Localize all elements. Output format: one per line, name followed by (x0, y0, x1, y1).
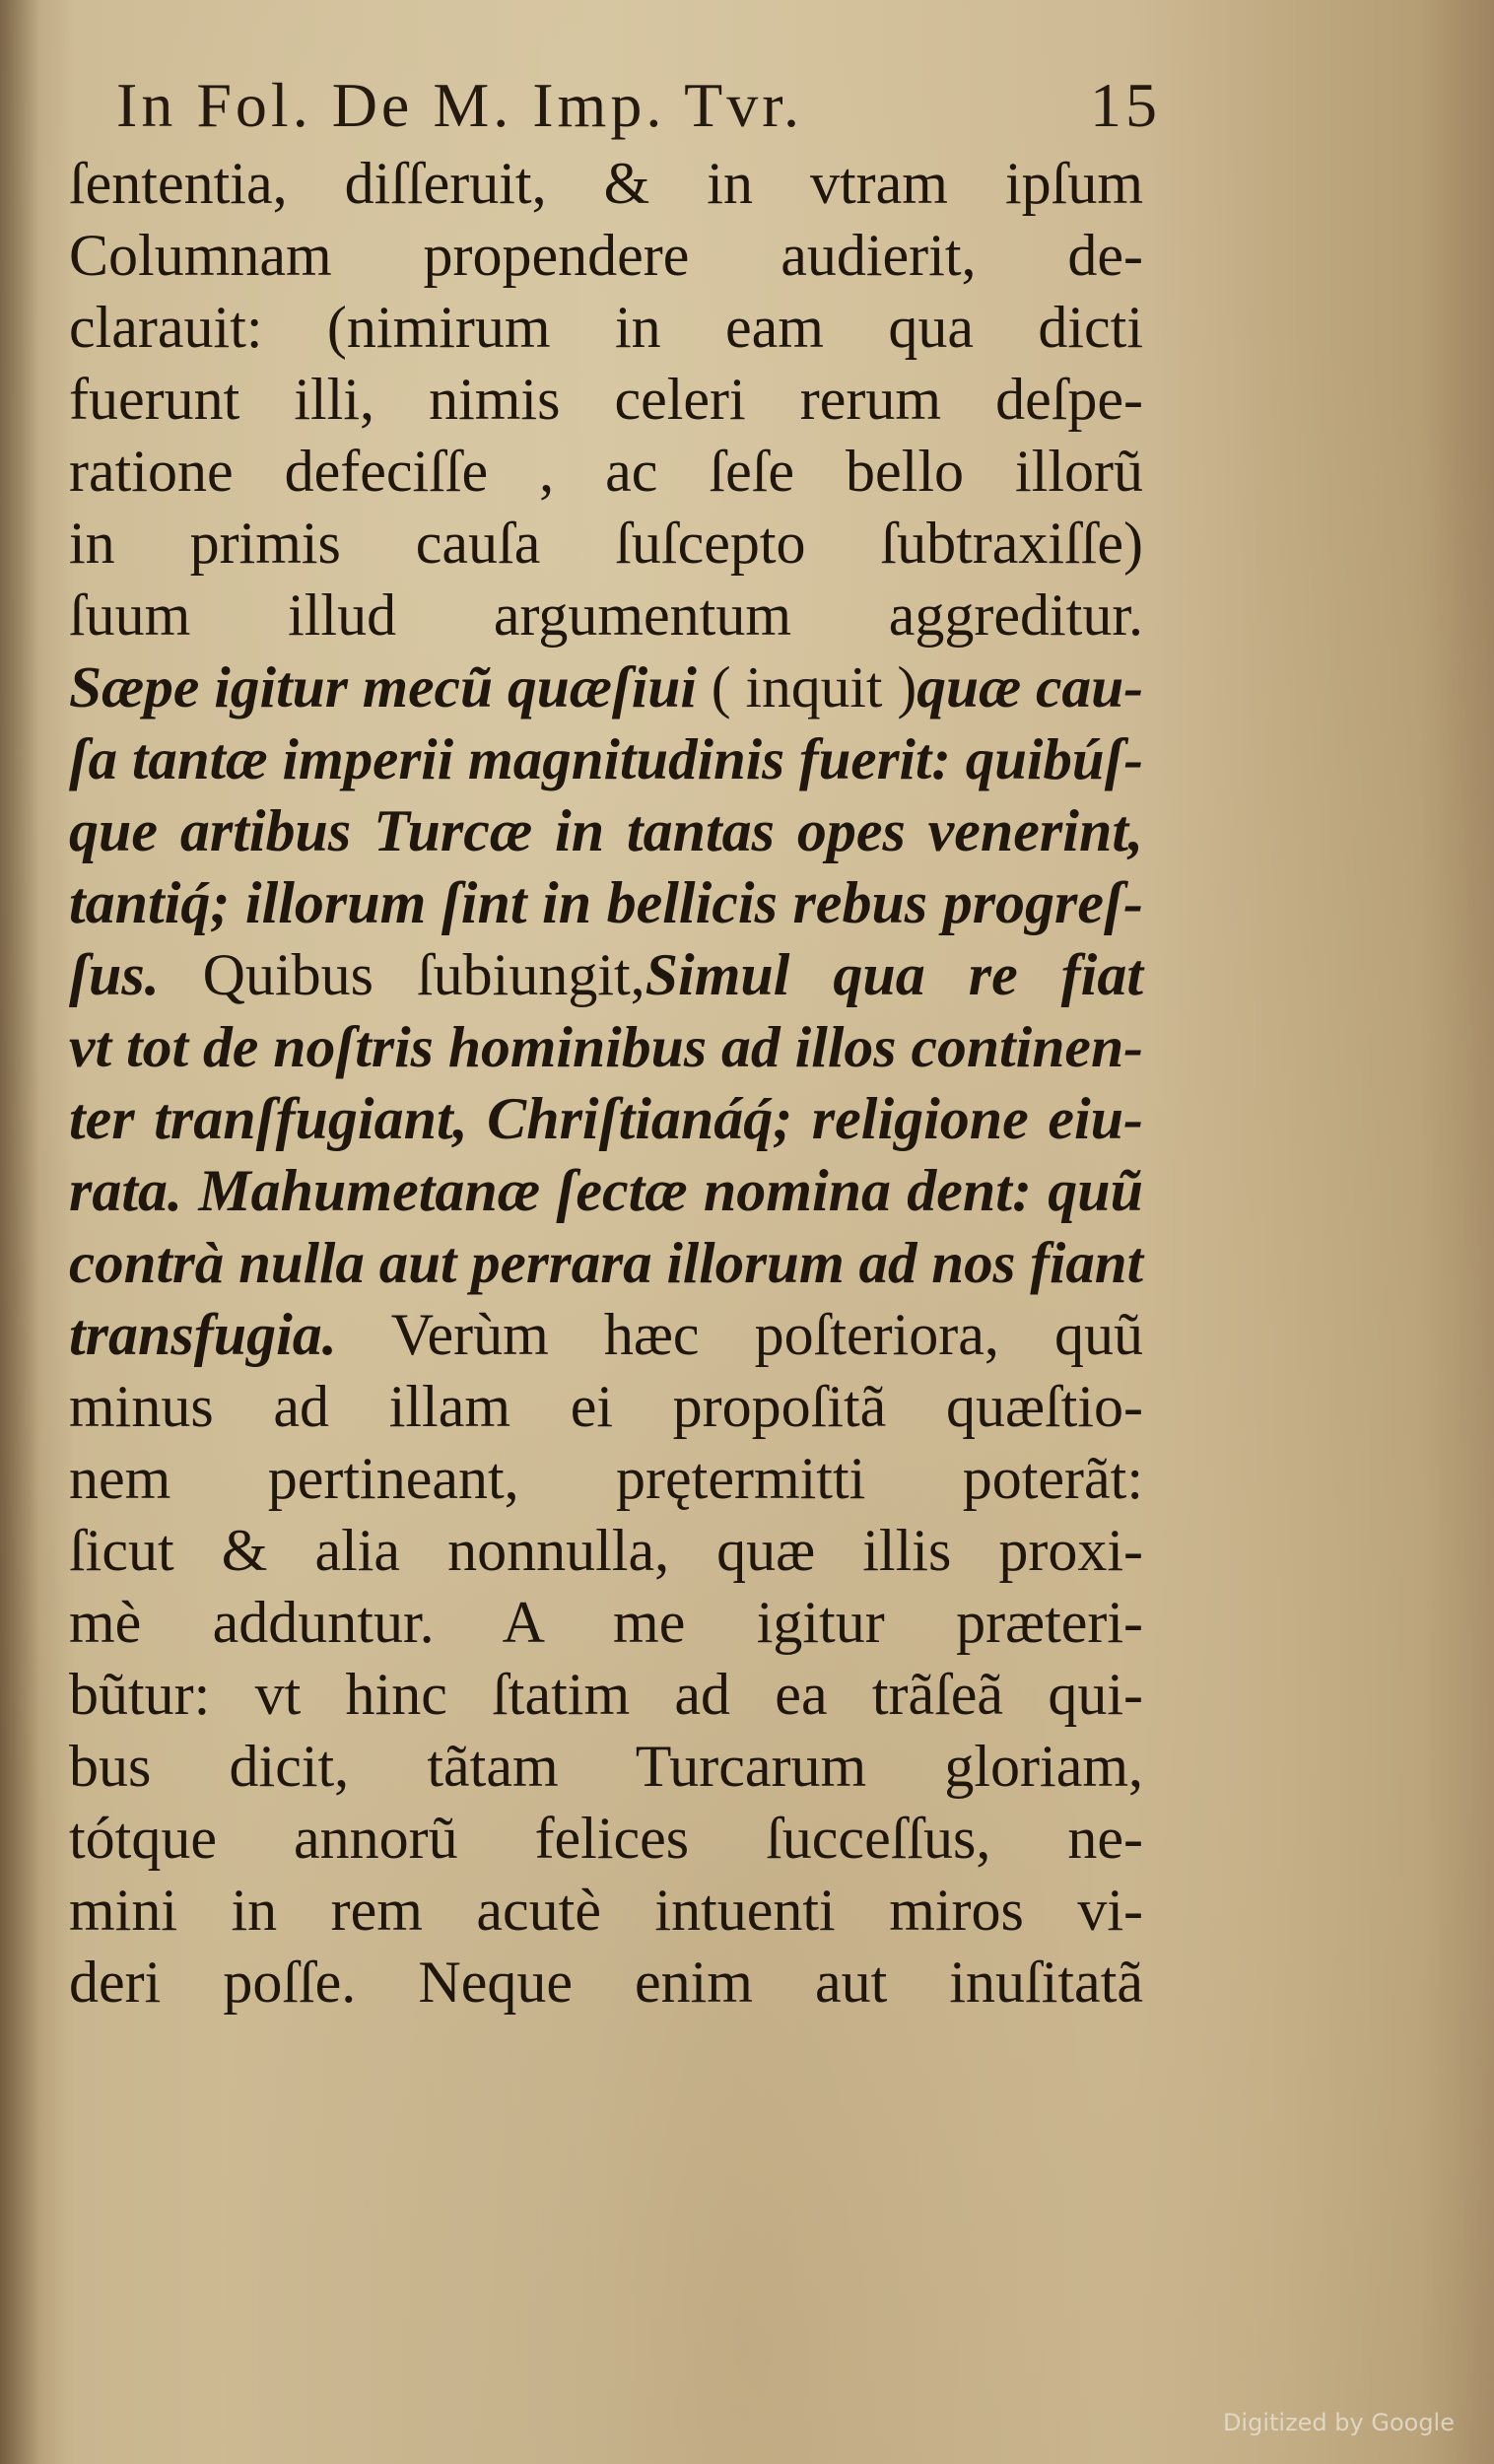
text-line (69, 148, 1143, 220)
text-line (69, 1515, 1143, 1587)
digitization-watermark: Digitized by Google (1222, 2409, 1455, 2436)
running-head (116, 61, 1161, 150)
italic-segment: ſus. (69, 942, 160, 1007)
roman-segment: ( inquit ) (696, 654, 917, 719)
italic-segment: Sæpe igitur mecũ quæſiui (69, 654, 697, 719)
text-line (69, 1155, 1143, 1227)
italic-segment: vt tot de noſtris hominibus ad illos continen- (69, 1014, 1144, 1079)
running-head-title: In Fol. De M. Imp. Tvr. (116, 70, 804, 140)
italic-segment: rata. Mahumetanæ ſectæ nomina dent: quũ (69, 1158, 1143, 1223)
text-line (69, 939, 1143, 1011)
roman-segment: ſicut & alia nonnulla, quæ illis proxi- (69, 1518, 1143, 1583)
roman-segment: bus dicit, tãtam Turcarum gloriam, (69, 1734, 1143, 1799)
roman-segment: nem pertineant, prętermitti poterãt: (69, 1446, 1143, 1511)
text-line (69, 795, 1143, 867)
text-line (69, 1587, 1143, 1659)
italic-segment: quæ cau- (917, 654, 1144, 719)
text-line (69, 364, 1143, 436)
italic-segment: Simul qua re fiat (645, 942, 1143, 1007)
roman-segment: in primis cauſa ſuſcepto ſubtraxiſſe) (69, 511, 1143, 576)
roman-segment: fuerunt illi, nimis celeri rerum deſpe- (69, 367, 1143, 432)
text-line (69, 1083, 1143, 1155)
roman-segment: mini in rem acutè intuenti miros vi- (69, 1878, 1143, 1943)
italic-segment: tantiq́; illorum ſint in bellicis rebus progreſ- (69, 870, 1143, 935)
text-line (69, 1443, 1143, 1515)
roman-segment: clarauit: (nimirum in eam qua dicti (69, 295, 1143, 360)
roman-segment: Verùm hæc poſteriora, quũ (336, 1302, 1143, 1367)
text-line (69, 651, 1143, 723)
text-line (69, 1227, 1143, 1299)
roman-segment: deri poſſe. Neque enim aut inuſitatã (69, 1950, 1143, 2015)
roman-segment: ratione defeciſſe , ac ſeſe bello illorũ (69, 439, 1143, 504)
text-line (69, 292, 1143, 364)
text-line (69, 867, 1143, 939)
text-line (69, 580, 1143, 651)
text-line (69, 1947, 1143, 2019)
roman-segment: tótque annorũ felices ſucceſſus, ne- (69, 1806, 1143, 1871)
gutter-shadow (0, 0, 39, 2464)
roman-segment: ſuum illud argumentum aggreditur. (69, 582, 1143, 648)
italic-segment: ter tranſfugiant, Chriſtianáq́; religione eiu- (69, 1086, 1143, 1151)
roman-segment: minus ad illam ei propoſitã quæſtio- (69, 1374, 1143, 1439)
text-line (69, 1659, 1143, 1731)
text-line (69, 1731, 1143, 1803)
text-line (69, 1371, 1143, 1443)
text-line (69, 1875, 1143, 1947)
italic-segment: contrà nulla aut perrara illorum ad nos fiant (69, 1230, 1143, 1295)
text-line (69, 508, 1143, 580)
text-line (69, 1011, 1143, 1083)
text-line (69, 220, 1143, 292)
text-line (69, 436, 1143, 508)
text-line (69, 723, 1143, 795)
page-number: 15 (1090, 70, 1161, 140)
roman-segment: bũtur: vt hinc ſtatim ad ea trãſeã qui- (69, 1662, 1143, 1727)
roman-segment: Quibus ſubiungit, (159, 942, 645, 1007)
roman-segment: mè adduntur. A me igitur præteri- (69, 1590, 1143, 1655)
italic-segment: transfugia. (69, 1302, 337, 1367)
italic-segment: que artibus Turcæ in tantas opes venerint, (69, 798, 1143, 863)
text-line (69, 1803, 1143, 1875)
roman-segment: Columnam propendere audierit, de- (69, 223, 1143, 288)
roman-segment: ſententia, diſſeruit, & in vtram ipſum (69, 151, 1143, 216)
italic-segment: ſa tantæ imperii magnitudinis fuerit: quibúſ- (69, 726, 1143, 791)
body-text (69, 148, 1143, 2019)
text-line (69, 1299, 1143, 1371)
